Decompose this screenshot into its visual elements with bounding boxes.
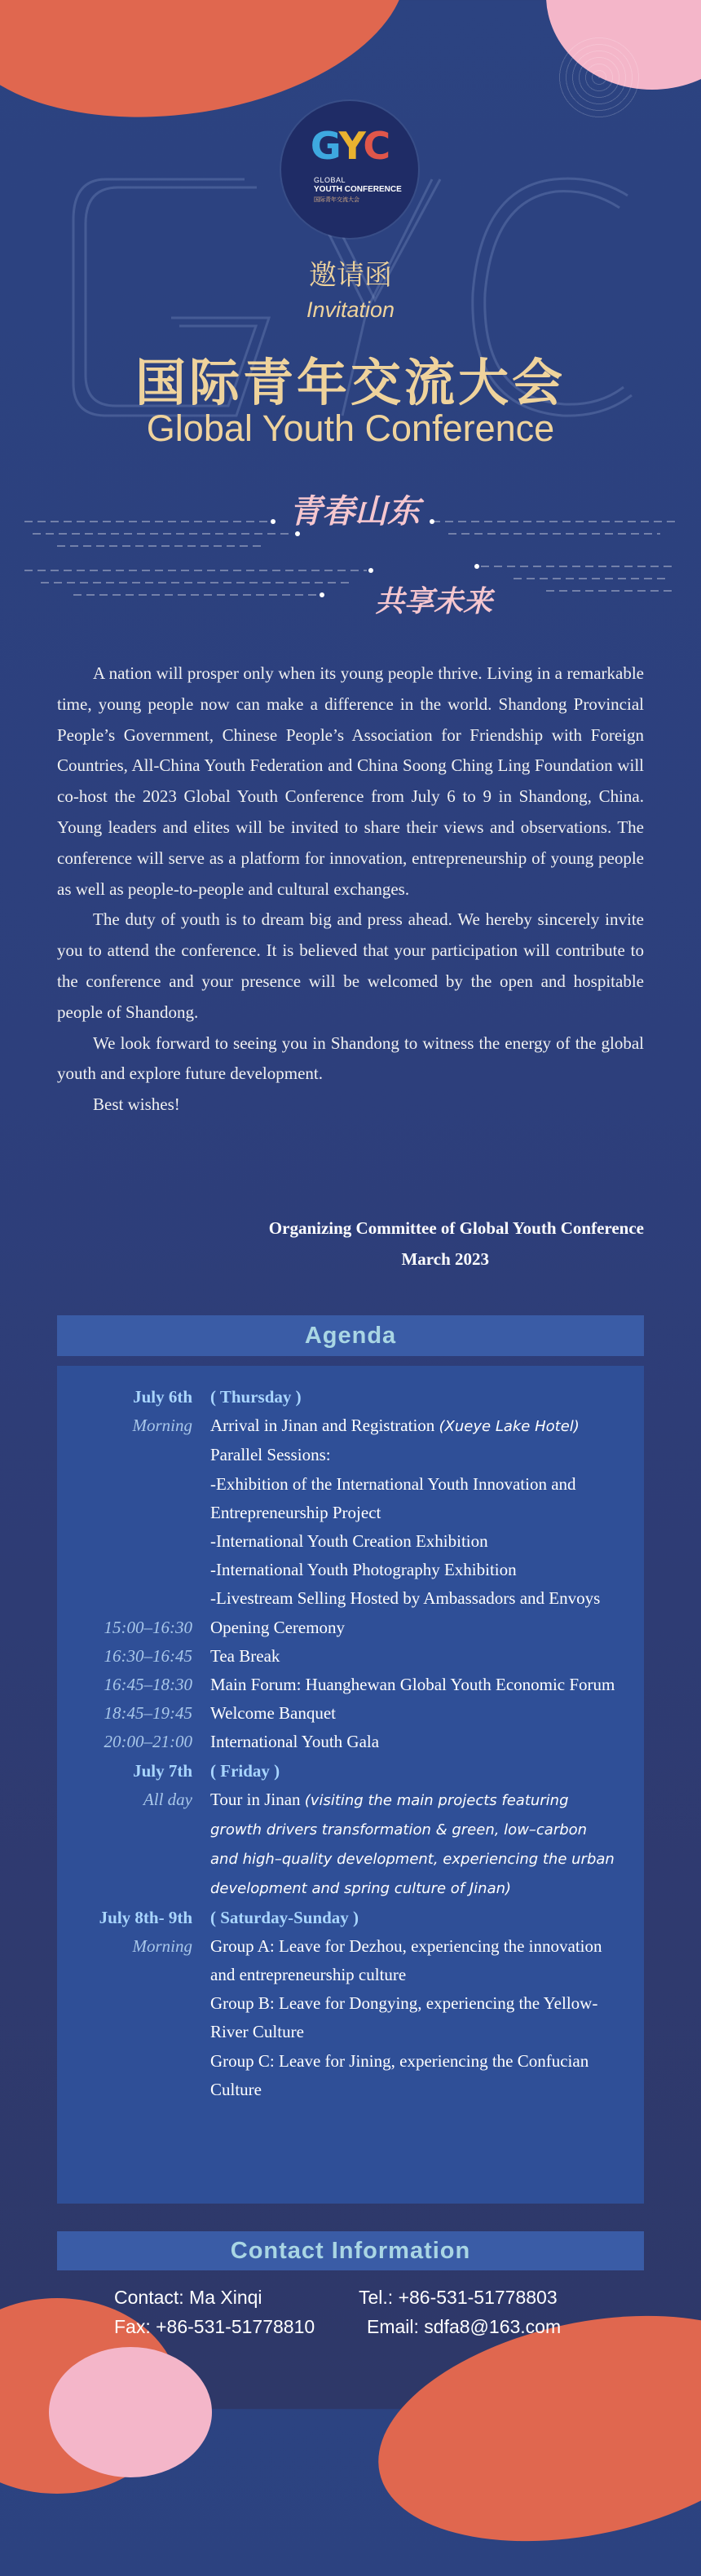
- agenda-event: -Exhibition of the International Youth Innovation and Entrepreneurship Project: [210, 1473, 576, 1522]
- agenda-event-note: (visiting the main projects featuring growth drivers transformation & green, low–carbon and high–quality development, experiencing the urban development and spring culture of Jinan): [210, 1791, 615, 1898]
- agenda-time: 18:45–19:45: [104, 1703, 192, 1724]
- contact-name: Contact: Ma Xinqi: [114, 2287, 262, 2308]
- agenda-row: [57, 1989, 644, 2046]
- agenda-row: [57, 1470, 644, 1527]
- agenda-event: -Livestream Selling Hosted by Ambassadors and Envoys: [210, 1588, 601, 1609]
- agenda-heading-bar: Agenda: [57, 1315, 644, 1356]
- invitation-letter-body: [57, 658, 644, 1121]
- calligraphy-qingchun-shandong: 青春山东: [289, 492, 420, 531]
- contact-fax: Fax: +86-531-51778810: [114, 2316, 315, 2337]
- agenda-event: -International Youth Creation Exhibition: [210, 1531, 488, 1552]
- agenda-row: [57, 1556, 644, 1584]
- logo-mark: GYC: [310, 124, 390, 168]
- logo-line1: GLOBAL: [314, 176, 346, 184]
- agenda-time: Morning: [132, 1935, 192, 1956]
- agenda-event-note: (Xueye Lake Hotel): [439, 1418, 580, 1436]
- agenda-time: Morning: [132, 1416, 192, 1436]
- agenda-row: [57, 1757, 644, 1786]
- agenda-event: Opening Ceremony: [210, 1617, 346, 1637]
- agenda-event: Group B: Leave for Dongying, experiencing the Yellow-River Culture: [210, 1993, 598, 2042]
- agenda-event: Tea Break: [210, 1645, 280, 1666]
- concentric-rings-decoration: [554, 33, 644, 122]
- agenda-weekday: ( Thursday ): [210, 1387, 302, 1407]
- contact-tel: Tel.: +86-531-51778803: [359, 2287, 558, 2308]
- letter-paragraph: A nation will prosper only when its young people thrive. Living in a remarkable time, young people now can make a difference in the world. Shandong Provincial People’s Government, Chinese People’s Association for Friendship with Foreign Countries, All-China Youth Federation and China Soong Ching Ling Foundation will co-host the 2023 Global Youth Conference from July 6 to 9 in Shandong, China. Young leaders and elites will be invited to share their views and observations. The conference will serve as a platform for innovation, entrepreneurship of young people as well as people-to-people and cultural exchanges.: [57, 663, 644, 899]
- agenda-event: Group A: Leave for Dezhou, experiencing the innovation and entrepreneurship culture: [210, 1935, 602, 1985]
- agenda-event: Group C: Leave for Jining, experiencing the Confucian Culture: [210, 2050, 589, 2099]
- agenda-row: [57, 1411, 644, 1441]
- agenda-row: [57, 2047, 644, 2104]
- gyc-logo: [281, 101, 418, 238]
- agenda-row: [57, 1671, 644, 1699]
- agenda-row: [57, 1728, 644, 1756]
- pink-blob-bottom-left: [49, 2347, 212, 2477]
- invitation-title-en: Invitation: [306, 297, 395, 322]
- agenda-time: 16:30–16:45: [104, 1645, 192, 1666]
- agenda-event: Arrival in Jinan and Registration: [210, 1416, 435, 1436]
- agenda-row: [57, 1383, 644, 1411]
- signature-date: March 2023: [401, 1249, 489, 1269]
- agenda-time: 16:45–18:30: [104, 1675, 192, 1695]
- agenda-event: International Youth Gala: [210, 1732, 380, 1752]
- agenda-weekday: ( Friday ): [210, 1760, 280, 1781]
- agenda-event: -International Youth Photography Exhibition: [210, 1560, 517, 1580]
- agenda-row: [57, 1904, 644, 1932]
- signature-organizer: Organizing Committee of Global Youth Conference: [268, 1218, 644, 1238]
- invitation-title-cn: 邀请函: [309, 259, 392, 292]
- agenda-date: July 8th- 9th: [99, 1907, 192, 1927]
- letter-paragraph: We look forward to seeing you in Shandong to witness the energy of the global youth and explore future development.: [57, 1033, 644, 1084]
- agenda-row: [57, 1699, 644, 1728]
- agenda-event: Parallel Sessions:: [210, 1445, 331, 1465]
- agenda-schedule: [57, 1383, 644, 2104]
- agenda-event: Tour in Jinan: [210, 1789, 301, 1809]
- letter-paragraph: Best wishes!: [93, 1094, 180, 1115]
- conference-title-cn: 国际青年交流大会: [134, 353, 566, 412]
- calligraphy-gongxiang-weilai: 共享未来: [375, 584, 493, 619]
- agenda-date: July 7th: [133, 1760, 192, 1781]
- contact-email: Email: sdfa8@163.com: [367, 2316, 562, 2337]
- agenda-row: [57, 1614, 644, 1642]
- agenda-row: [57, 1932, 644, 1989]
- agenda-row: [57, 1584, 644, 1613]
- agenda-row: [57, 1642, 644, 1671]
- agenda-time: All day: [143, 1789, 192, 1809]
- logo-line3: 国际青年交流大会: [314, 197, 359, 203]
- logo-line2: YOUTH CONFERENCE: [314, 185, 402, 194]
- agenda-event: Main Forum: Huanghewan Global Youth Economic Forum: [210, 1675, 615, 1695]
- agenda-date: July 6th: [133, 1387, 192, 1407]
- conference-title-en: Global Youth Conference: [146, 407, 555, 449]
- agenda-time: 20:00–21:00: [104, 1732, 192, 1752]
- contact-heading-bar: Contact Information: [57, 2231, 644, 2270]
- agenda-row: [57, 1527, 644, 1556]
- agenda-time: 15:00–16:30: [104, 1617, 192, 1637]
- signature-block: [57, 1213, 644, 1275]
- letter-paragraph: The duty of youth is to dream big and press ahead. We hereby sincerely invite you to attend the conference. It is believed that your participation will contribute to the conference and your presence will be welcomed by the open and hospitable people of Shandong.: [57, 909, 644, 1022]
- agenda-row: [57, 1441, 644, 1469]
- agenda-row: [57, 1786, 644, 1904]
- agenda-weekday: ( Saturday-Sunday ): [210, 1907, 359, 1927]
- agenda-event: Welcome Banquet: [210, 1703, 337, 1724]
